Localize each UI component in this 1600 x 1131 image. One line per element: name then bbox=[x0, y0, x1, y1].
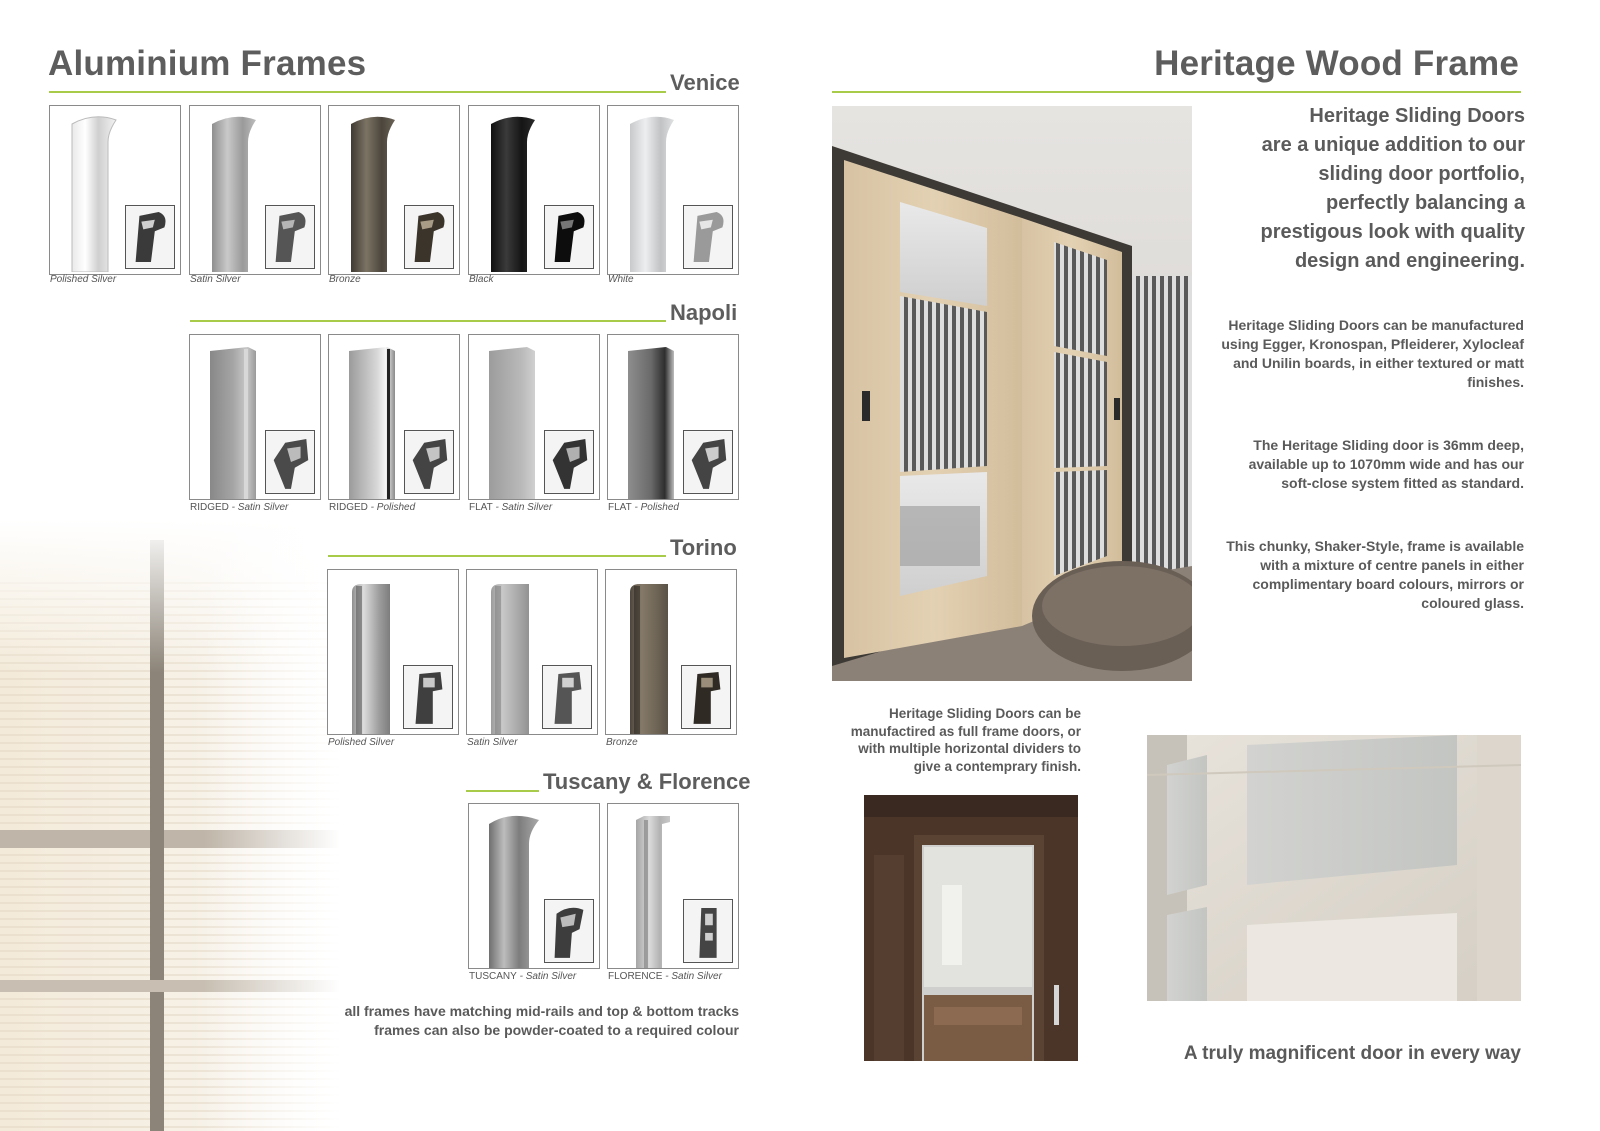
intro-line: perfectly balancing a bbox=[1326, 192, 1525, 214]
venice-tile-black bbox=[468, 105, 600, 275]
full-frame-caption bbox=[832, 705, 1081, 775]
torino-caption: Polished Silver bbox=[328, 737, 395, 748]
frame-profile-image bbox=[622, 341, 682, 500]
napoli-tile-ridged-satin-silver bbox=[189, 334, 321, 500]
footnote-powder-coated: frames can also be powder-coated to a required colour bbox=[374, 1022, 739, 1038]
napoli-tile-flat-satin-silver bbox=[468, 334, 600, 500]
cross-section-image bbox=[683, 899, 733, 963]
torino-tile-satin-silver bbox=[466, 569, 598, 735]
intro-line: sliding door portfolio, bbox=[1318, 163, 1525, 185]
venice-rule bbox=[49, 91, 666, 93]
frame-profile-image bbox=[483, 112, 543, 272]
paragraph-line: The Heritage Sliding door is 36mm deep, bbox=[1253, 437, 1524, 453]
tuscany-caption: TUSCANY - Satin Silver bbox=[469, 971, 577, 982]
venice-caption: Satin Silver bbox=[190, 274, 241, 285]
boards-paragraph bbox=[1200, 316, 1524, 392]
paragraph-line: This chunky, Shaker-Style, frame is available bbox=[1226, 538, 1524, 554]
frame-profile-image bbox=[343, 341, 403, 500]
torino-caption: Satin Silver bbox=[467, 737, 518, 748]
frame-profile-image bbox=[481, 576, 541, 735]
heritage-wardrobe-photo bbox=[832, 106, 1192, 681]
venice-tile-white bbox=[607, 105, 739, 275]
paragraph-line: coloured glass. bbox=[1421, 595, 1524, 611]
venice-tile-polished-silver bbox=[49, 105, 181, 275]
caption-line: manufactired as full frame doors, or bbox=[850, 723, 1081, 739]
dark-wood-door-photo bbox=[864, 795, 1078, 1061]
napoli-caption-ridged-polished: RIDGED - Polished bbox=[329, 502, 416, 513]
intro-line: Heritage Sliding Doors bbox=[1309, 105, 1525, 127]
caption-line: give a contemprary finish. bbox=[913, 758, 1081, 774]
napoli-caption-flat-polished: FLAT - Polished bbox=[608, 502, 679, 513]
torino-tile-bronze bbox=[605, 569, 737, 735]
caption-line: with multiple horizontal dividers to bbox=[858, 741, 1081, 756]
frame-profile-image bbox=[342, 576, 402, 735]
paragraph-line: with a mixture of centre panels in either bbox=[1260, 557, 1524, 573]
specs-paragraph bbox=[1200, 436, 1524, 493]
section-title-tuscany-florence: Tuscany & Florence bbox=[543, 769, 751, 794]
cross-section-image bbox=[265, 205, 315, 269]
cross-section-image bbox=[544, 205, 594, 269]
venice-tile-bronze bbox=[328, 105, 460, 275]
paragraph-line: complimentary board colours, mirrors or bbox=[1252, 576, 1524, 592]
napoli-caption-ridged-satin-silver: RIDGED - Satin Silver bbox=[190, 502, 289, 513]
torino-tile-polished-silver bbox=[327, 569, 459, 735]
section-title-torino: Torino bbox=[670, 535, 737, 560]
intro-text bbox=[1200, 102, 1525, 276]
frame-profile-image bbox=[622, 112, 682, 272]
napoli-tile-flat-polished bbox=[607, 334, 739, 500]
footnote-mid-rails: all frames have matching mid-rails and top & bottom tracks bbox=[344, 1003, 739, 1019]
paragraph-line: soft-close system fitted as standard. bbox=[1281, 475, 1524, 491]
intro-line: design and engineering. bbox=[1294, 250, 1525, 272]
cross-section-image bbox=[681, 665, 731, 729]
frame-profile-image bbox=[483, 810, 543, 969]
frame-profile-image bbox=[204, 341, 264, 500]
florence-tile-satin-silver bbox=[607, 803, 739, 969]
torino-caption: Bronze bbox=[606, 737, 638, 748]
cross-section-image bbox=[125, 205, 175, 269]
intro-line: prestigous look with quality bbox=[1260, 221, 1525, 243]
cross-section-image bbox=[544, 899, 594, 963]
paragraph-line: available up to 1070mm wide and has our bbox=[1248, 456, 1524, 472]
napoli-caption-flat-satin-silver: FLAT - Satin Silver bbox=[469, 502, 553, 513]
cross-section-image bbox=[404, 430, 454, 494]
frame-profile-image bbox=[204, 112, 264, 272]
paragraph-line: using Egger, Kronospan, Pfleiderer, Xylocleaf bbox=[1221, 336, 1524, 352]
frame-profile-image bbox=[620, 576, 680, 735]
venice-caption: Polished Silver bbox=[50, 274, 117, 285]
frame-profile-image bbox=[64, 112, 124, 272]
heritage-rule bbox=[832, 91, 1521, 93]
paragraph-line: and Unilin boards, in either textured or matt bbox=[1233, 355, 1524, 371]
frame-profile-image bbox=[483, 341, 543, 500]
cross-section-image bbox=[544, 430, 594, 494]
cross-section-image bbox=[265, 430, 315, 494]
intro-line: are a unique addition to our bbox=[1261, 134, 1525, 156]
page-title-heritage: Heritage Wood Frame bbox=[1154, 44, 1519, 83]
cross-section-image bbox=[683, 205, 733, 269]
tagline: A truly magnificent door in every way bbox=[1183, 1043, 1521, 1064]
torino-rule bbox=[328, 555, 666, 557]
background-blinds-photo bbox=[0, 520, 340, 1131]
paragraph-line: finishes. bbox=[1467, 374, 1524, 390]
cross-section-image bbox=[542, 665, 592, 729]
cross-section-image bbox=[404, 205, 454, 269]
page-title-aluminium: Aluminium Frames bbox=[48, 44, 367, 83]
whitewash-frame-photo bbox=[1147, 735, 1521, 1001]
napoli-rule bbox=[190, 320, 666, 322]
cross-section-image bbox=[403, 665, 453, 729]
venice-caption: Black bbox=[469, 274, 494, 285]
venice-tile-satin-silver bbox=[189, 105, 321, 275]
tuscany-tile-satin-silver bbox=[468, 803, 600, 969]
caption-line: Heritage Sliding Doors can be bbox=[888, 706, 1081, 721]
tuscany-rule bbox=[466, 790, 539, 792]
section-title-napoli: Napoli bbox=[670, 300, 738, 325]
napoli-tile-ridged-polished bbox=[328, 334, 460, 500]
florence-caption: FLORENCE - Satin Silver bbox=[608, 971, 722, 982]
frame-profile-image bbox=[622, 810, 682, 969]
frame-profile-image bbox=[343, 112, 403, 272]
section-title-venice: Venice bbox=[670, 70, 740, 95]
venice-caption: White bbox=[608, 274, 634, 285]
venice-caption: Bronze bbox=[329, 274, 361, 285]
cross-section-image bbox=[683, 430, 733, 494]
paragraph-line: Heritage Sliding Doors can be manufactured bbox=[1228, 317, 1524, 333]
shaker-paragraph bbox=[1200, 537, 1524, 613]
